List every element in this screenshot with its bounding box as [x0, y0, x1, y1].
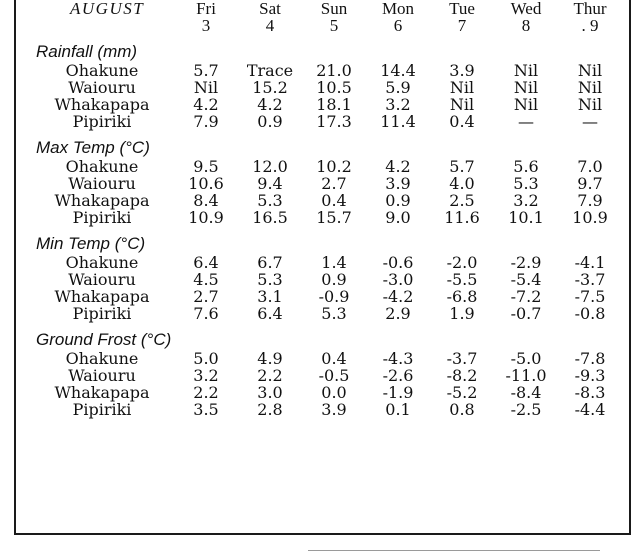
weather-table — [36, 0, 622, 418]
section-title: Ground Frost (°C) — [36, 329, 172, 349]
value-cell: 7.9 — [577, 191, 603, 210]
station-name: Ohakune — [65, 61, 139, 80]
value-cell: -3.7 — [446, 349, 478, 368]
day-date: 7 — [457, 16, 467, 35]
value-cell: Nil — [193, 78, 219, 97]
value-cell: Trace — [246, 61, 294, 80]
day-name: Sat — [259, 0, 281, 18]
header-row-dates — [36, 17, 622, 34]
value-cell: Nil — [513, 61, 539, 80]
value-cell: 9.5 — [193, 157, 219, 176]
station-name: Ohakune — [65, 157, 139, 176]
value-cell: -8.3 — [574, 383, 606, 402]
section-header-min-temp-c — [36, 226, 622, 254]
station-name: Waiouru — [68, 366, 136, 385]
value-cell: -0.5 — [318, 366, 350, 385]
value-cell: 9.0 — [385, 208, 411, 227]
day-name: Tue — [449, 0, 475, 18]
value-cell: 15.2 — [252, 78, 288, 97]
value-cell: -7.2 — [510, 287, 542, 306]
section-header-max-temp-c — [36, 130, 622, 158]
value-cell: 7.9 — [193, 112, 219, 131]
value-cell: 11.6 — [444, 208, 480, 227]
value-cell: 3.2 — [193, 366, 219, 385]
value-cell: -8.4 — [510, 383, 542, 402]
value-cell: 10.5 — [316, 78, 352, 97]
table-row — [36, 401, 622, 418]
value-cell: 21.0 — [316, 61, 352, 80]
value-cell: Nil — [577, 95, 603, 114]
value-cell: 5.7 — [193, 61, 219, 80]
value-cell: 6.4 — [193, 253, 219, 272]
value-cell: -2.5 — [510, 400, 542, 419]
value-cell: 5.9 — [385, 78, 411, 97]
value-cell: 5.3 — [257, 270, 283, 289]
value-cell: -5.5 — [446, 270, 478, 289]
station-name: Ohakune — [65, 349, 139, 368]
value-cell: -4.2 — [382, 287, 414, 306]
value-cell: 15.7 — [316, 208, 352, 227]
value-cell: -2.0 — [446, 253, 478, 272]
day-name: Sun — [320, 0, 348, 18]
value-cell: -7.5 — [574, 287, 606, 306]
value-cell: 18.1 — [316, 95, 352, 114]
value-cell: 8.4 — [193, 191, 219, 210]
value-cell: -3.7 — [574, 270, 606, 289]
station-name: Whakapapa — [54, 95, 150, 114]
value-cell: -7.8 — [574, 349, 606, 368]
value-cell: -4.3 — [382, 349, 414, 368]
section-title: Min Temp (°C) — [36, 233, 146, 253]
value-cell: 3.9 — [385, 174, 411, 193]
value-cell: -5.2 — [446, 383, 478, 402]
value-cell: Nil — [449, 95, 475, 114]
value-cell: Nil — [577, 61, 603, 80]
table-row — [36, 175, 622, 192]
day-name: Mon — [381, 0, 415, 18]
value-cell: — — [518, 112, 534, 131]
value-cell: -0.6 — [382, 253, 414, 272]
value-cell: -11.0 — [505, 366, 547, 385]
value-cell: 5.7 — [449, 157, 475, 176]
day-date: 4 — [265, 16, 275, 35]
value-cell: -8.2 — [446, 366, 478, 385]
value-cell: 10.6 — [188, 174, 224, 193]
value-cell: -3.0 — [382, 270, 414, 289]
value-cell: -2.9 — [510, 253, 542, 272]
value-cell: Nil — [449, 78, 475, 97]
section-title: Rainfall (mm) — [36, 41, 138, 61]
table-row — [36, 96, 622, 113]
value-cell: -0.7 — [510, 304, 542, 323]
station-name: Whakapapa — [54, 287, 150, 306]
value-cell: 10.1 — [508, 208, 544, 227]
value-cell: 14.4 — [380, 61, 416, 80]
table-row — [36, 271, 622, 288]
value-cell: 7.6 — [193, 304, 219, 323]
value-cell: -5.4 — [510, 270, 542, 289]
table-row — [36, 350, 622, 367]
value-cell: 5.3 — [513, 174, 539, 193]
value-cell: 0.1 — [385, 400, 411, 419]
value-cell: 6.4 — [257, 304, 283, 323]
value-cell: 2.2 — [257, 366, 283, 385]
value-cell: 0.0 — [321, 383, 347, 402]
value-cell: 2.5 — [449, 191, 475, 210]
value-cell: 5.3 — [321, 304, 347, 323]
value-cell: 17.3 — [316, 112, 352, 131]
section-header-ground-frost-c — [36, 322, 622, 350]
value-cell: 3.5 — [193, 400, 219, 419]
value-cell: -9.3 — [574, 366, 606, 385]
value-cell: 16.5 — [252, 208, 288, 227]
value-cell: 1.9 — [449, 304, 475, 323]
bottom-rule — [308, 550, 600, 551]
table-row — [36, 113, 622, 130]
header-row-days — [36, 0, 622, 17]
value-cell: 4.2 — [257, 95, 283, 114]
value-cell: 3.9 — [321, 400, 347, 419]
value-cell: 9.7 — [577, 174, 603, 193]
value-cell: 3.1 — [257, 287, 283, 306]
value-cell: 5.3 — [257, 191, 283, 210]
station-name: Whakapapa — [54, 383, 150, 402]
value-cell: 3.9 — [449, 61, 475, 80]
value-cell: 12.0 — [252, 157, 288, 176]
value-cell: 4.2 — [385, 157, 411, 176]
value-cell: 4.0 — [449, 174, 475, 193]
value-cell: 2.2 — [193, 383, 219, 402]
section-header-rainfall-mm — [36, 34, 622, 62]
value-cell: 0.4 — [321, 191, 347, 210]
value-cell: -4.1 — [574, 253, 606, 272]
value-cell: 11.4 — [380, 112, 416, 131]
value-cell: 5.6 — [513, 157, 539, 176]
value-cell: Nil — [513, 78, 539, 97]
value-cell: -0.9 — [318, 287, 350, 306]
value-cell: 0.4 — [449, 112, 475, 131]
table-row — [36, 367, 622, 384]
value-cell: 0.4 — [321, 349, 347, 368]
day-date: 3 — [201, 16, 211, 35]
station-name: Waiouru — [68, 78, 136, 97]
value-cell: -6.8 — [446, 287, 478, 306]
value-cell: 10.9 — [188, 208, 224, 227]
station-name: Pipiriki — [72, 304, 132, 323]
value-cell: 0.9 — [257, 112, 283, 131]
station-name: Pipiriki — [72, 208, 132, 227]
value-cell: 4.9 — [257, 349, 283, 368]
value-cell: 5.0 — [193, 349, 219, 368]
table-row — [36, 209, 622, 226]
value-cell: — — [582, 112, 598, 131]
value-cell: 0.8 — [449, 400, 475, 419]
value-cell: -4.4 — [574, 400, 606, 419]
value-cell: -2.6 — [382, 366, 414, 385]
value-cell: 6.7 — [257, 253, 283, 272]
table-row — [36, 79, 622, 96]
value-cell: -5.0 — [510, 349, 542, 368]
value-cell: 10.9 — [572, 208, 608, 227]
day-name: Wed — [510, 0, 542, 18]
value-cell: 2.7 — [193, 287, 219, 306]
table-row — [36, 158, 622, 175]
value-cell: -0.8 — [574, 304, 606, 323]
table-row — [36, 384, 622, 401]
station-name: Pipiriki — [72, 112, 132, 131]
value-cell: 1.4 — [321, 253, 347, 272]
value-cell: 3.2 — [513, 191, 539, 210]
value-cell: 0.9 — [385, 191, 411, 210]
value-cell: 3.0 — [257, 383, 283, 402]
table-row — [36, 305, 622, 322]
value-cell: -1.9 — [382, 383, 414, 402]
day-date: 5 — [329, 16, 339, 35]
value-cell: 10.2 — [316, 157, 352, 176]
day-date: 6 — [393, 16, 403, 35]
value-cell: 2.7 — [321, 174, 347, 193]
station-name: Pipiriki — [72, 400, 132, 419]
section-title: Max Temp (°C) — [36, 137, 150, 157]
value-cell: 0.9 — [321, 270, 347, 289]
value-cell: 2.8 — [257, 400, 283, 419]
table-row — [36, 288, 622, 305]
day-name: Fri — [196, 0, 216, 18]
table-row — [36, 192, 622, 209]
table-row — [36, 62, 622, 79]
value-cell: 3.2 — [385, 95, 411, 114]
month-heading: AUGUST — [70, 0, 145, 18]
station-name: Whakapapa — [54, 191, 150, 210]
value-cell: Nil — [577, 78, 603, 97]
value-cell: 4.2 — [193, 95, 219, 114]
table-body — [36, 34, 622, 418]
value-cell: 9.4 — [257, 174, 283, 193]
day-date: . 9 — [581, 16, 599, 35]
station-name: Waiouru — [68, 174, 136, 193]
value-cell: 4.5 — [193, 270, 219, 289]
value-cell: Nil — [513, 95, 539, 114]
day-name: Thur — [573, 0, 607, 18]
station-name: Waiouru — [68, 270, 136, 289]
value-cell: 2.9 — [385, 304, 411, 323]
day-date: 8 — [521, 16, 531, 35]
table-row — [36, 254, 622, 271]
station-name: Ohakune — [65, 253, 139, 272]
value-cell: 7.0 — [577, 157, 603, 176]
